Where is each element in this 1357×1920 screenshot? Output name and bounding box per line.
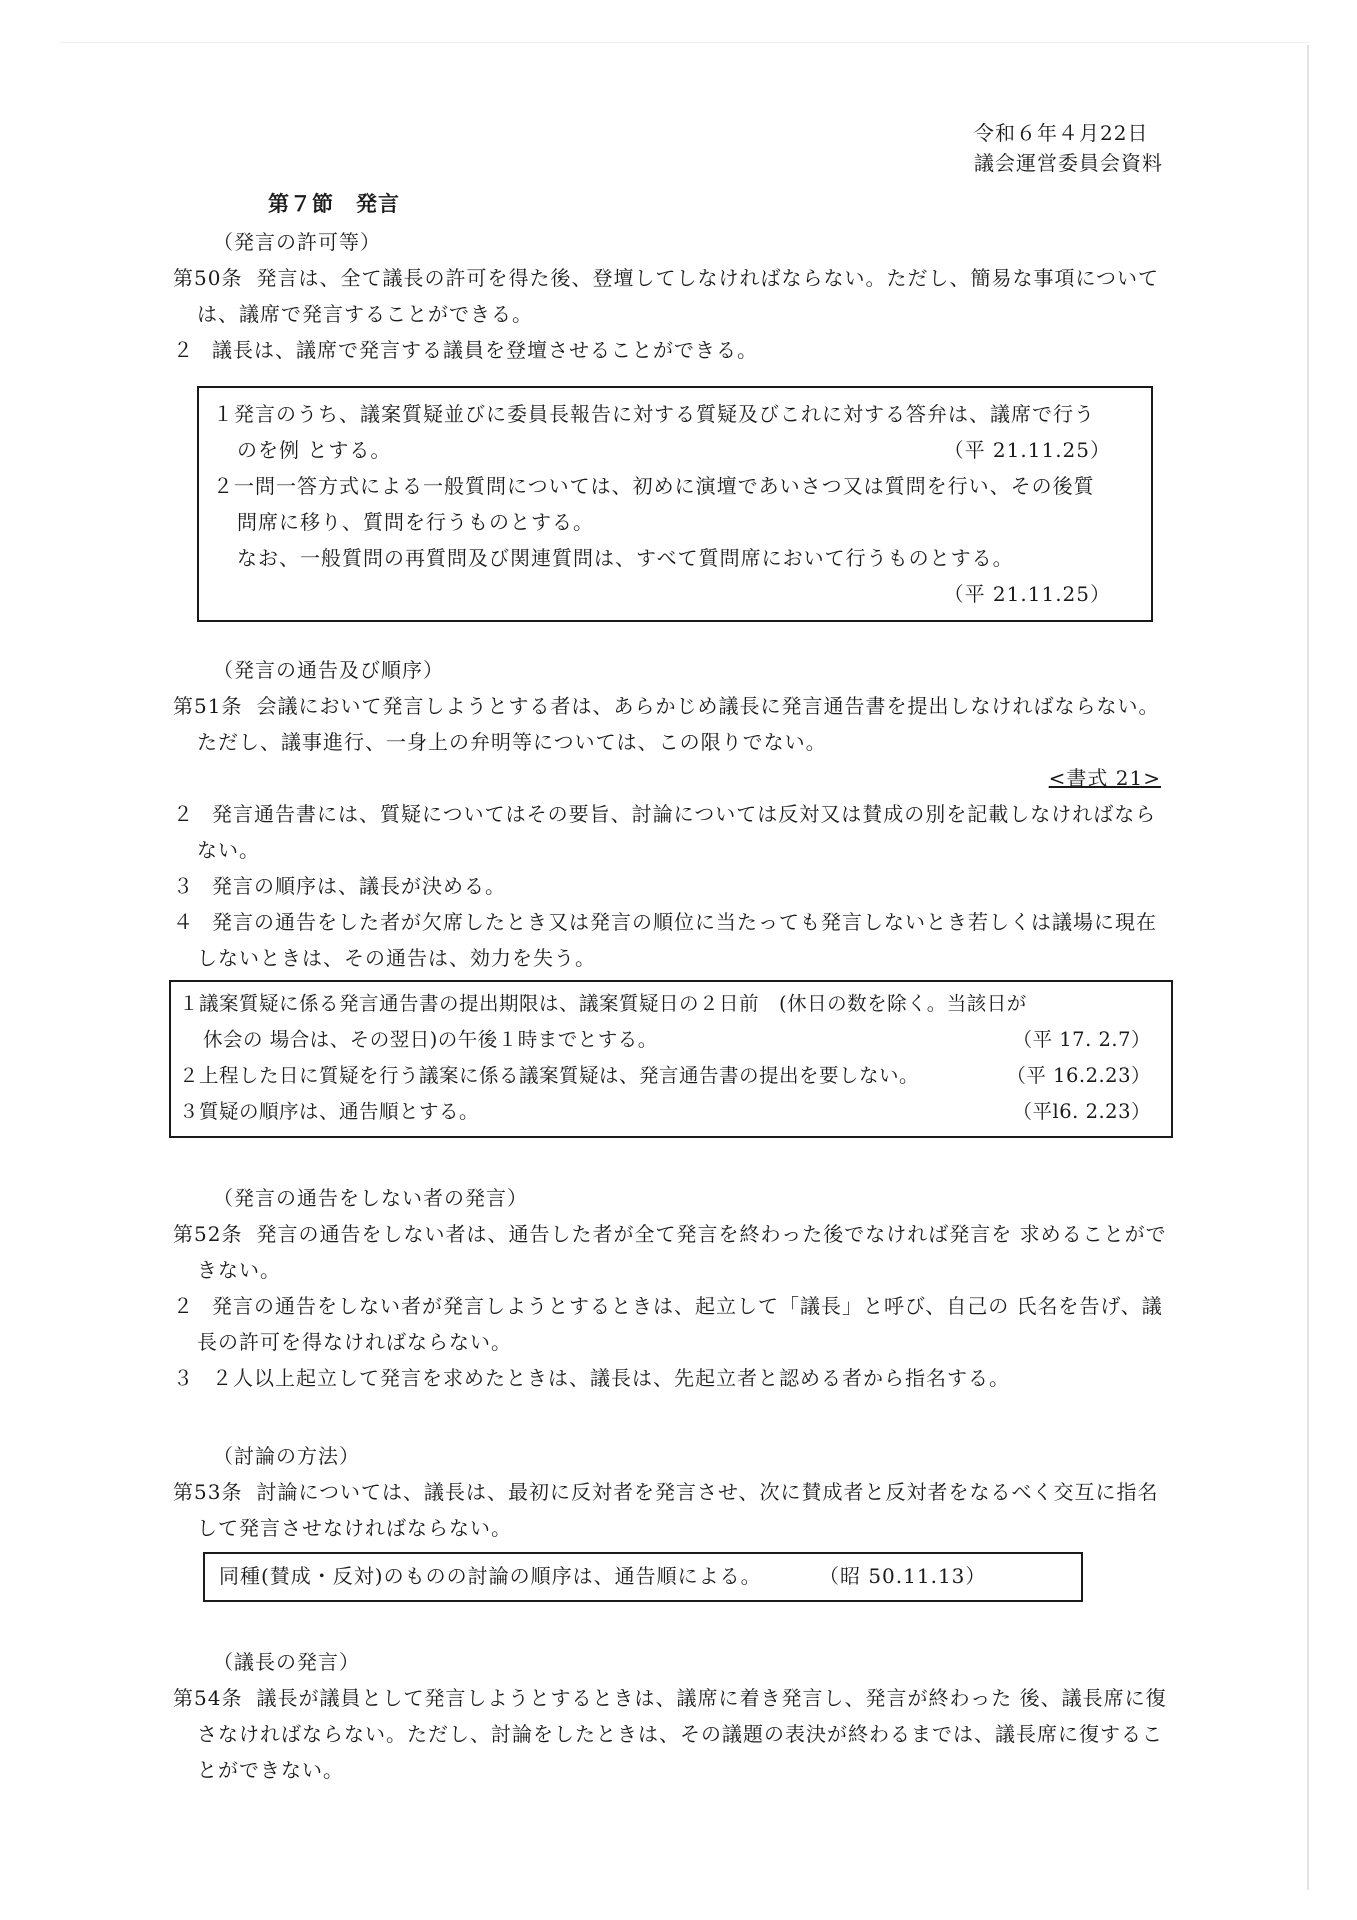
precedent-note-1-date: （昭 50.11.13） [818,1564,987,1588]
article-50 [173,260,1173,332]
precedent-note-1-row [179,1022,1151,1058]
article-51-precedent-box [169,980,1173,1138]
precedent-note-3: ３質疑の順序は、通告順とする。 [179,1100,480,1123]
article-50-para-2 [173,332,1173,368]
article-53-precedent-box [203,1552,1083,1602]
document-header [974,118,1163,178]
article-53-heading: （討論の方法） [213,1444,360,1468]
para-number: ２ [173,1294,194,1318]
precedent-note-1-continued: 休会の 場合は、その翌日)の午後１時までとする。 [203,1028,658,1051]
article-53-number: 第53条 [173,1480,243,1504]
article-51-para-3 [173,868,1173,904]
form-reference: <書式 21> [1048,766,1161,790]
article-54 [173,1680,1173,1788]
para-number: ２ [173,802,194,826]
article-52 [173,1216,1173,1288]
precedent-note-1: １発言のうち、議案質疑並びに委員長報告に対する質疑及びこれに対する答弁は、議席で行うのを例 とする。 [213,402,1095,462]
article-51 [173,688,1173,760]
article-54-heading: （議長の発言） [213,1650,360,1674]
precedent-note-1: 同種(賛成・反対)のものの討論の順序は、通告順による。 [219,1564,762,1588]
document-title: 議会運営委員会資料 [974,151,1163,175]
article-52-text: 発言の通告をしない者は、通告した者が全て発言を終わった後でなければ発言を 求めることができない。 [197,1222,1167,1282]
article-51-heading: （発言の通告及び順序） [213,658,444,682]
para-number: ４ [173,910,194,934]
article-52-number: 第52条 [173,1222,243,1246]
precedent-note-2-date: （平 16.2.23） [1006,1064,1151,1087]
article-53 [173,1474,1173,1546]
article-50-text: 発言は、全て議長の許可を得た後、登壇してしなければならない。ただし、簡易な事項については、議席で発言することができる。 [197,266,1160,326]
para-text: 発言の順序は、議長が決める。 [212,874,506,898]
precedent-note-1-date: （平 17. 2.7） [1012,1028,1151,1051]
precedent-note-3-row [179,1094,1151,1130]
article-54-text: 議長が議員として発言しようとするときは、議席に着き発言し、発言が終わった 後、議長席に復さなければならない。ただし、討論をしたときは、その議題の表決が終わるまでは、議長席に復することができない。 [197,1686,1167,1782]
para-number: ３ [173,874,194,898]
article-50-number: 第50条 [173,266,243,290]
article-53-text: 討論については、議長は、最初に反対者を発言させ、次に賛成者と反対者をなるべく交互に指名して発言させなければならない。 [197,1480,1159,1540]
article-50-heading: （発言の許可等） [213,230,381,254]
article-51-para-4 [173,904,1173,976]
scan-top-edge [60,42,1309,43]
article-52-para-2 [173,1288,1173,1360]
para-number: ３ [173,1366,194,1390]
para-text: ２人以上起立して発言を求めたときは、議長は、先起立者と認める者から指名する。 [212,1366,1010,1390]
para-text: 議長は、議席で発言する議員を登壇させることができる。 [212,338,758,362]
article-51-text: 会議において発言しようとする者は、あらかじめ議長に発言通告書を提出しなければならない。ただし、議事進行、一身上の弁明等については、この限りでない。 [197,694,1160,754]
article-51-number: 第51条 [173,694,243,718]
para-text: 発言の通告をしない者が発言しようとするときは、起立して「議長」と呼び、自己の 氏名を告げ、議長の許可を得なければならない。 [197,1294,1163,1354]
article-54-number: 第54条 [173,1686,243,1710]
article-50-precedent-box [197,386,1153,622]
precedent-note-2-row [179,1058,1151,1094]
precedent-note-2-date: （平 21.11.25） [943,582,1111,606]
document-date: 令和６年４月22日 [974,121,1149,145]
article-51-para-2 [173,796,1173,868]
para-number: ２ [173,338,194,362]
document-page [173,118,1173,1788]
para-text: 発言の通告をした者が欠席したとき又は発言の順位に当たっても発言しないとき若しくは議場に現在しないときは、その通告は、効力を失う。 [197,910,1157,970]
precedent-note-2-continued: なお、一般質問の再質問及び関連質問は、すべて質問席において行うものとする。 [237,546,1014,570]
precedent-note-1-date: （平 21.11.25） [943,438,1111,462]
section-title: 第７節 発言 [268,191,400,216]
precedent-note-2: ２上程した日に質疑を行う議案に係る議案質疑は、発言通告書の提出を要しない。 [179,1064,920,1087]
para-text: 発言通告書には、質疑についてはその要旨、討論については反対又は賛成の別を記載しなければならない。 [197,802,1157,862]
precedent-note-2: ２一問一答方式による一般質問については、初めに演壇であいさつ又は質問を行い、その後質問席に移り、質問を行うものとする。 [213,474,1095,534]
article-52-para-3 [173,1360,1173,1396]
scan-right-edge [1307,45,1309,1890]
article-52-heading: （発言の通告をしない者の発言） [213,1186,528,1210]
precedent-note-1: １議案質疑に係る発言通告書の提出期限は、議案質疑日の２日前 (休日の数を除く。当該日が [179,992,1027,1015]
precedent-note-3-date: （平l6. 2.23） [1012,1100,1151,1123]
